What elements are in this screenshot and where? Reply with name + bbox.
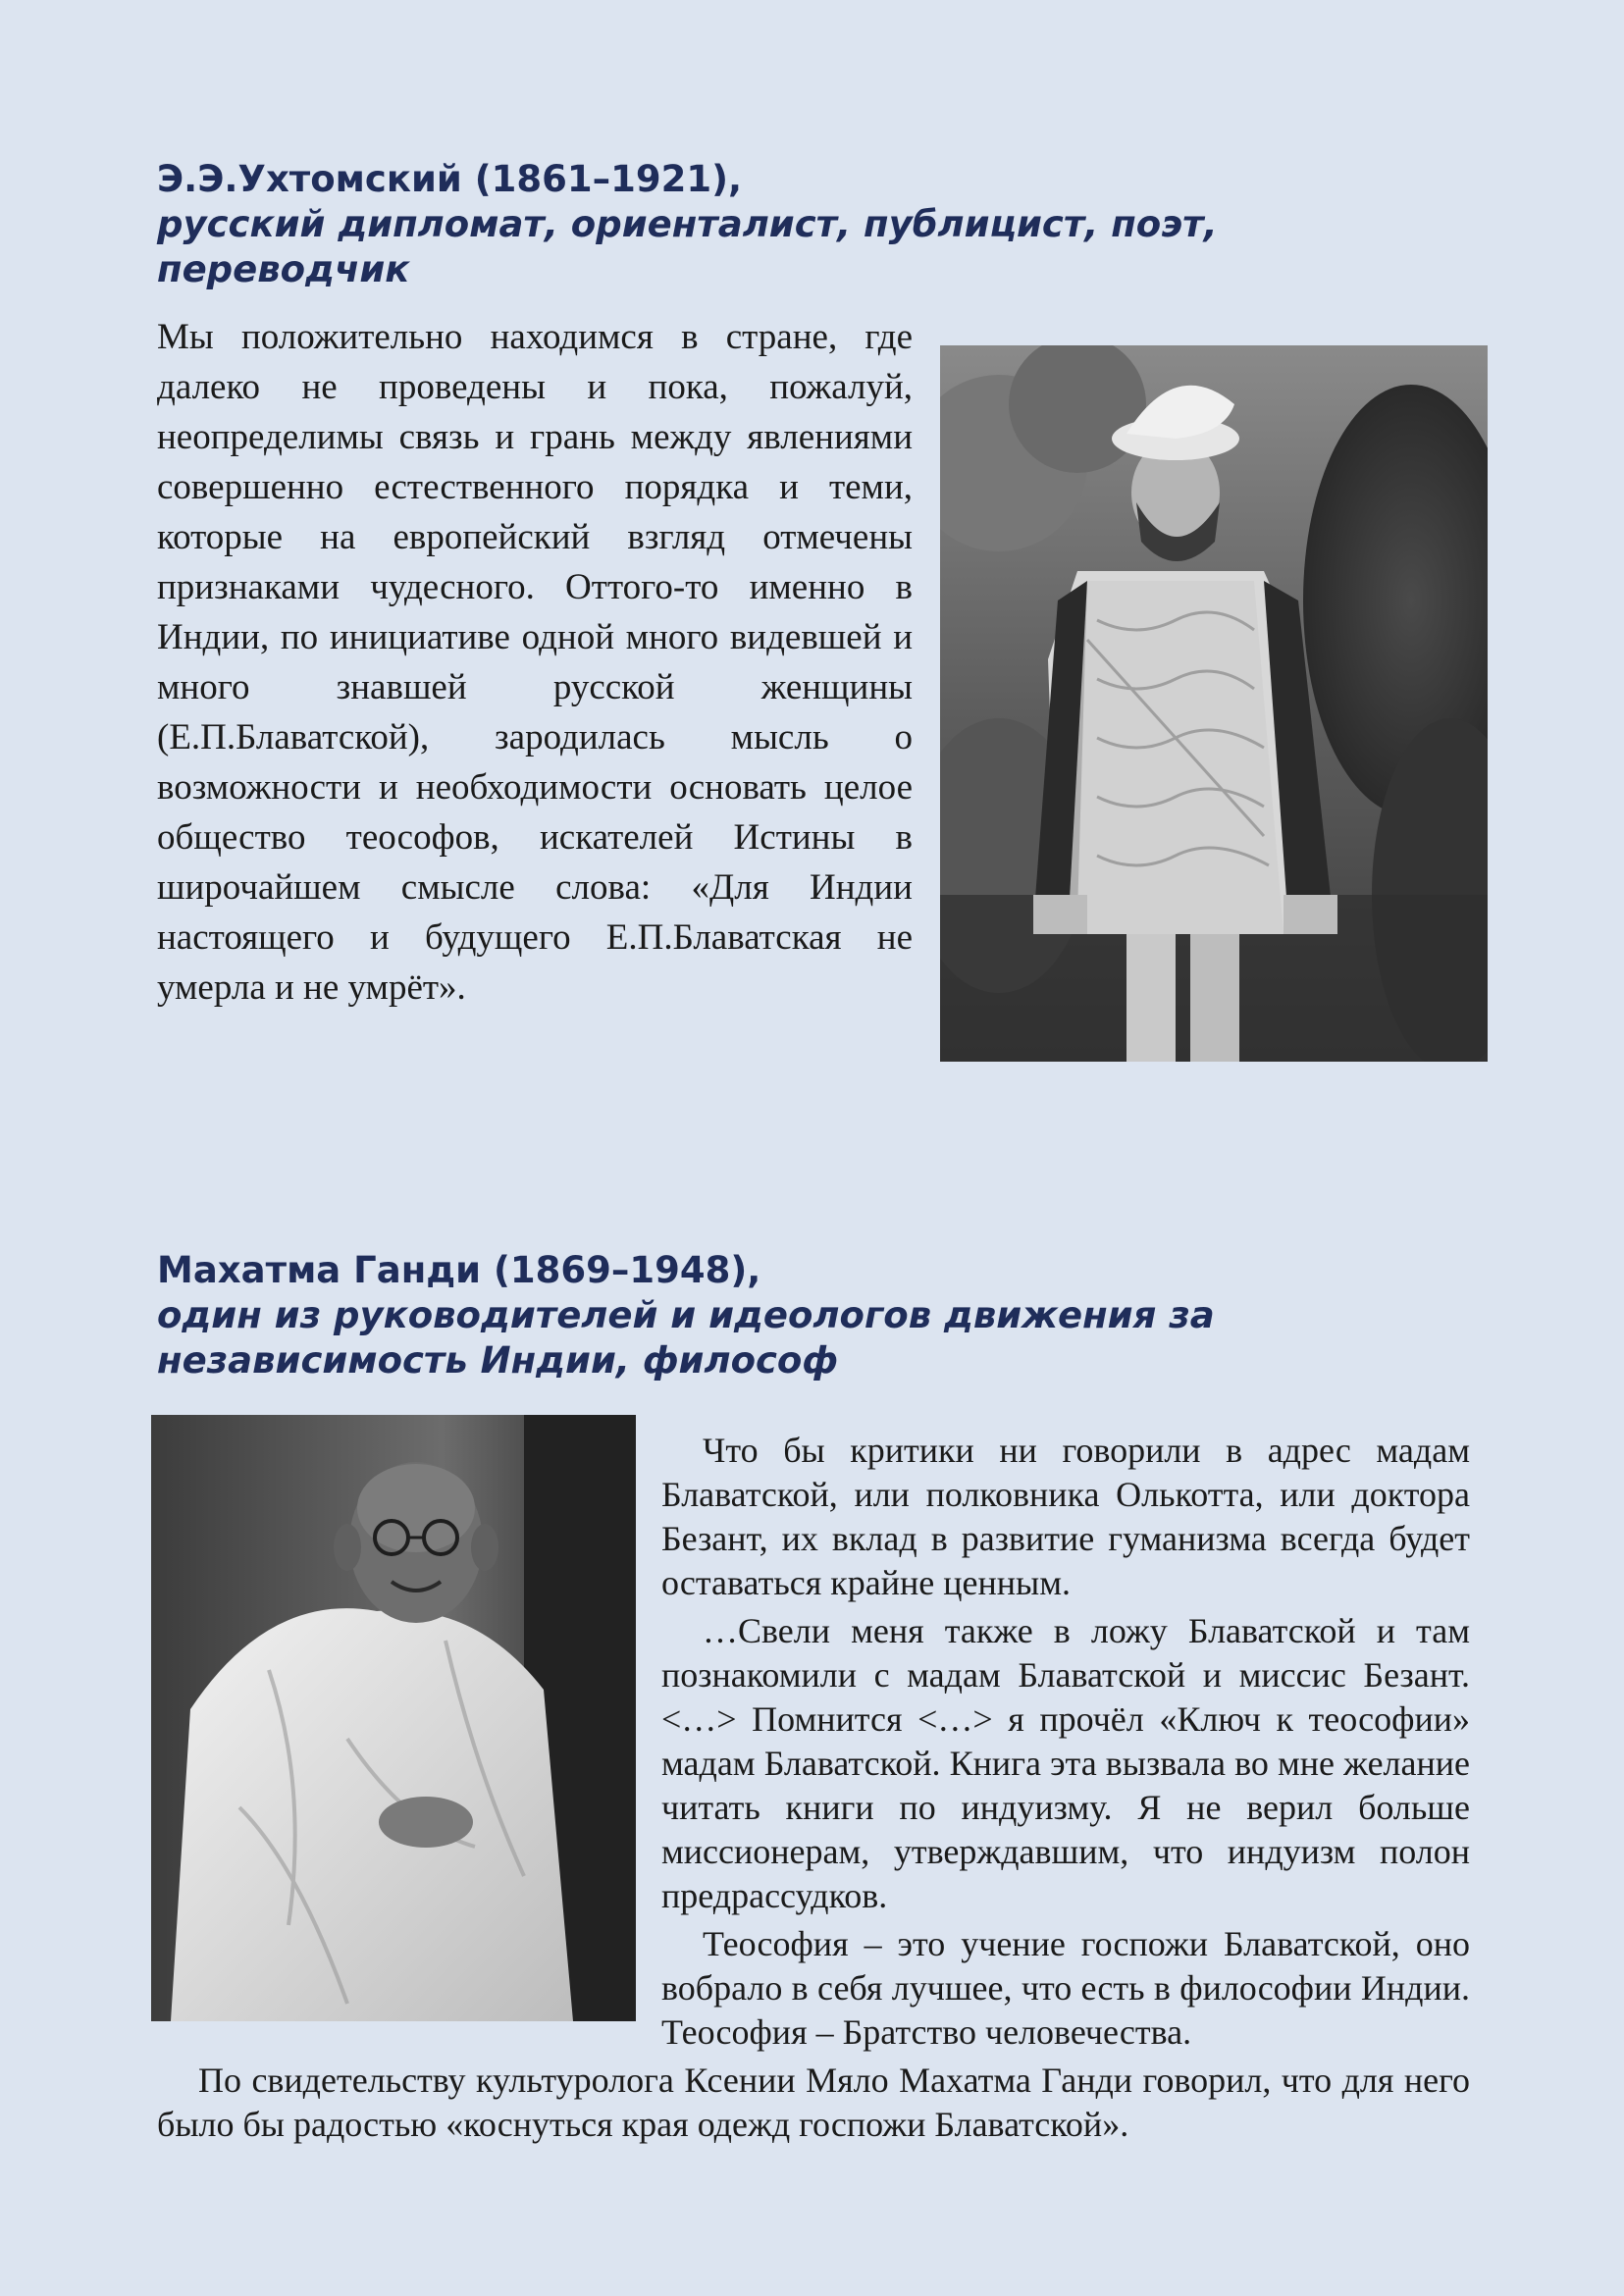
section1-quote: Мы положительно находимся в стране, где далеко не проведены и пока, пожалуй, неопределимы связь и грань между явлениями совершенно естественного порядка и теми, которые на европейский взгляд отмечены признаками чудесного. Оттого-то именно в Индии, по инициативе одной много видевшей и много знавшей русской женщины (Е.П.Блаватской), зародилась мысль о возможности и необходимости основать целое общество теософов, искателей Истины в широчайшем смысле слова: «Для Индии настоящего и будущего Е.П.Блаватская не умерла и не умрёт».	[157, 317, 913, 1008]
section2-paragraph-3: Теософия – это учение госпожи Блаватской, оно вобрало в себя лучшее, что есть в философии Индии. Теософия – Братство человечества.	[661, 1924, 1470, 2052]
section2-heading	[157, 1248, 1511, 1383]
section1-person-role: русский дипломат, ориенталист, публицист, поэт, переводчик	[157, 203, 1218, 290]
section2-person-role: один из руководителей и идеологов движения за независимость Индии, философ	[157, 1294, 1215, 1382]
section1-person-name: Э.Э.Ухтомский (1861–1921),	[157, 158, 743, 200]
ukhtomsky-portrait-photo	[940, 345, 1488, 1062]
section2-paragraph-2: …Свели меня также в ложу Блаватской и там познакомили с мадам Блаватской и миссис Безант. <…> Помнится <…> я прочёл «Ключ к теософии» мадам Блаватской. Книга эта вызвала во мне желание читать книги по индуизму. Я не верил больше миссионерам, утверждавшим, что индуизм полон предрассудков.	[661, 1611, 1470, 1915]
section1-heading	[157, 157, 1472, 292]
section2-person-name: Махатма Ганди (1869–1948),	[157, 1249, 761, 1291]
section2-paragraph-1: Что бы критики ни говорили в адрес мадам Блаватской, или полковника Олькотта, или доктора Безант, их вклад в развитие гуманизма всегда будет оставаться крайне ценным.	[661, 1431, 1470, 1602]
photo-float-spacer	[157, 1429, 661, 2017]
section2-paragraph-4: По свидетельству культуролога Ксении Мяло Махатма Ганди говорил, что для него было бы радостью «коснуться края одежд госпожи Блаватской».	[157, 2061, 1470, 2144]
section2-text-block	[157, 1429, 1470, 2147]
